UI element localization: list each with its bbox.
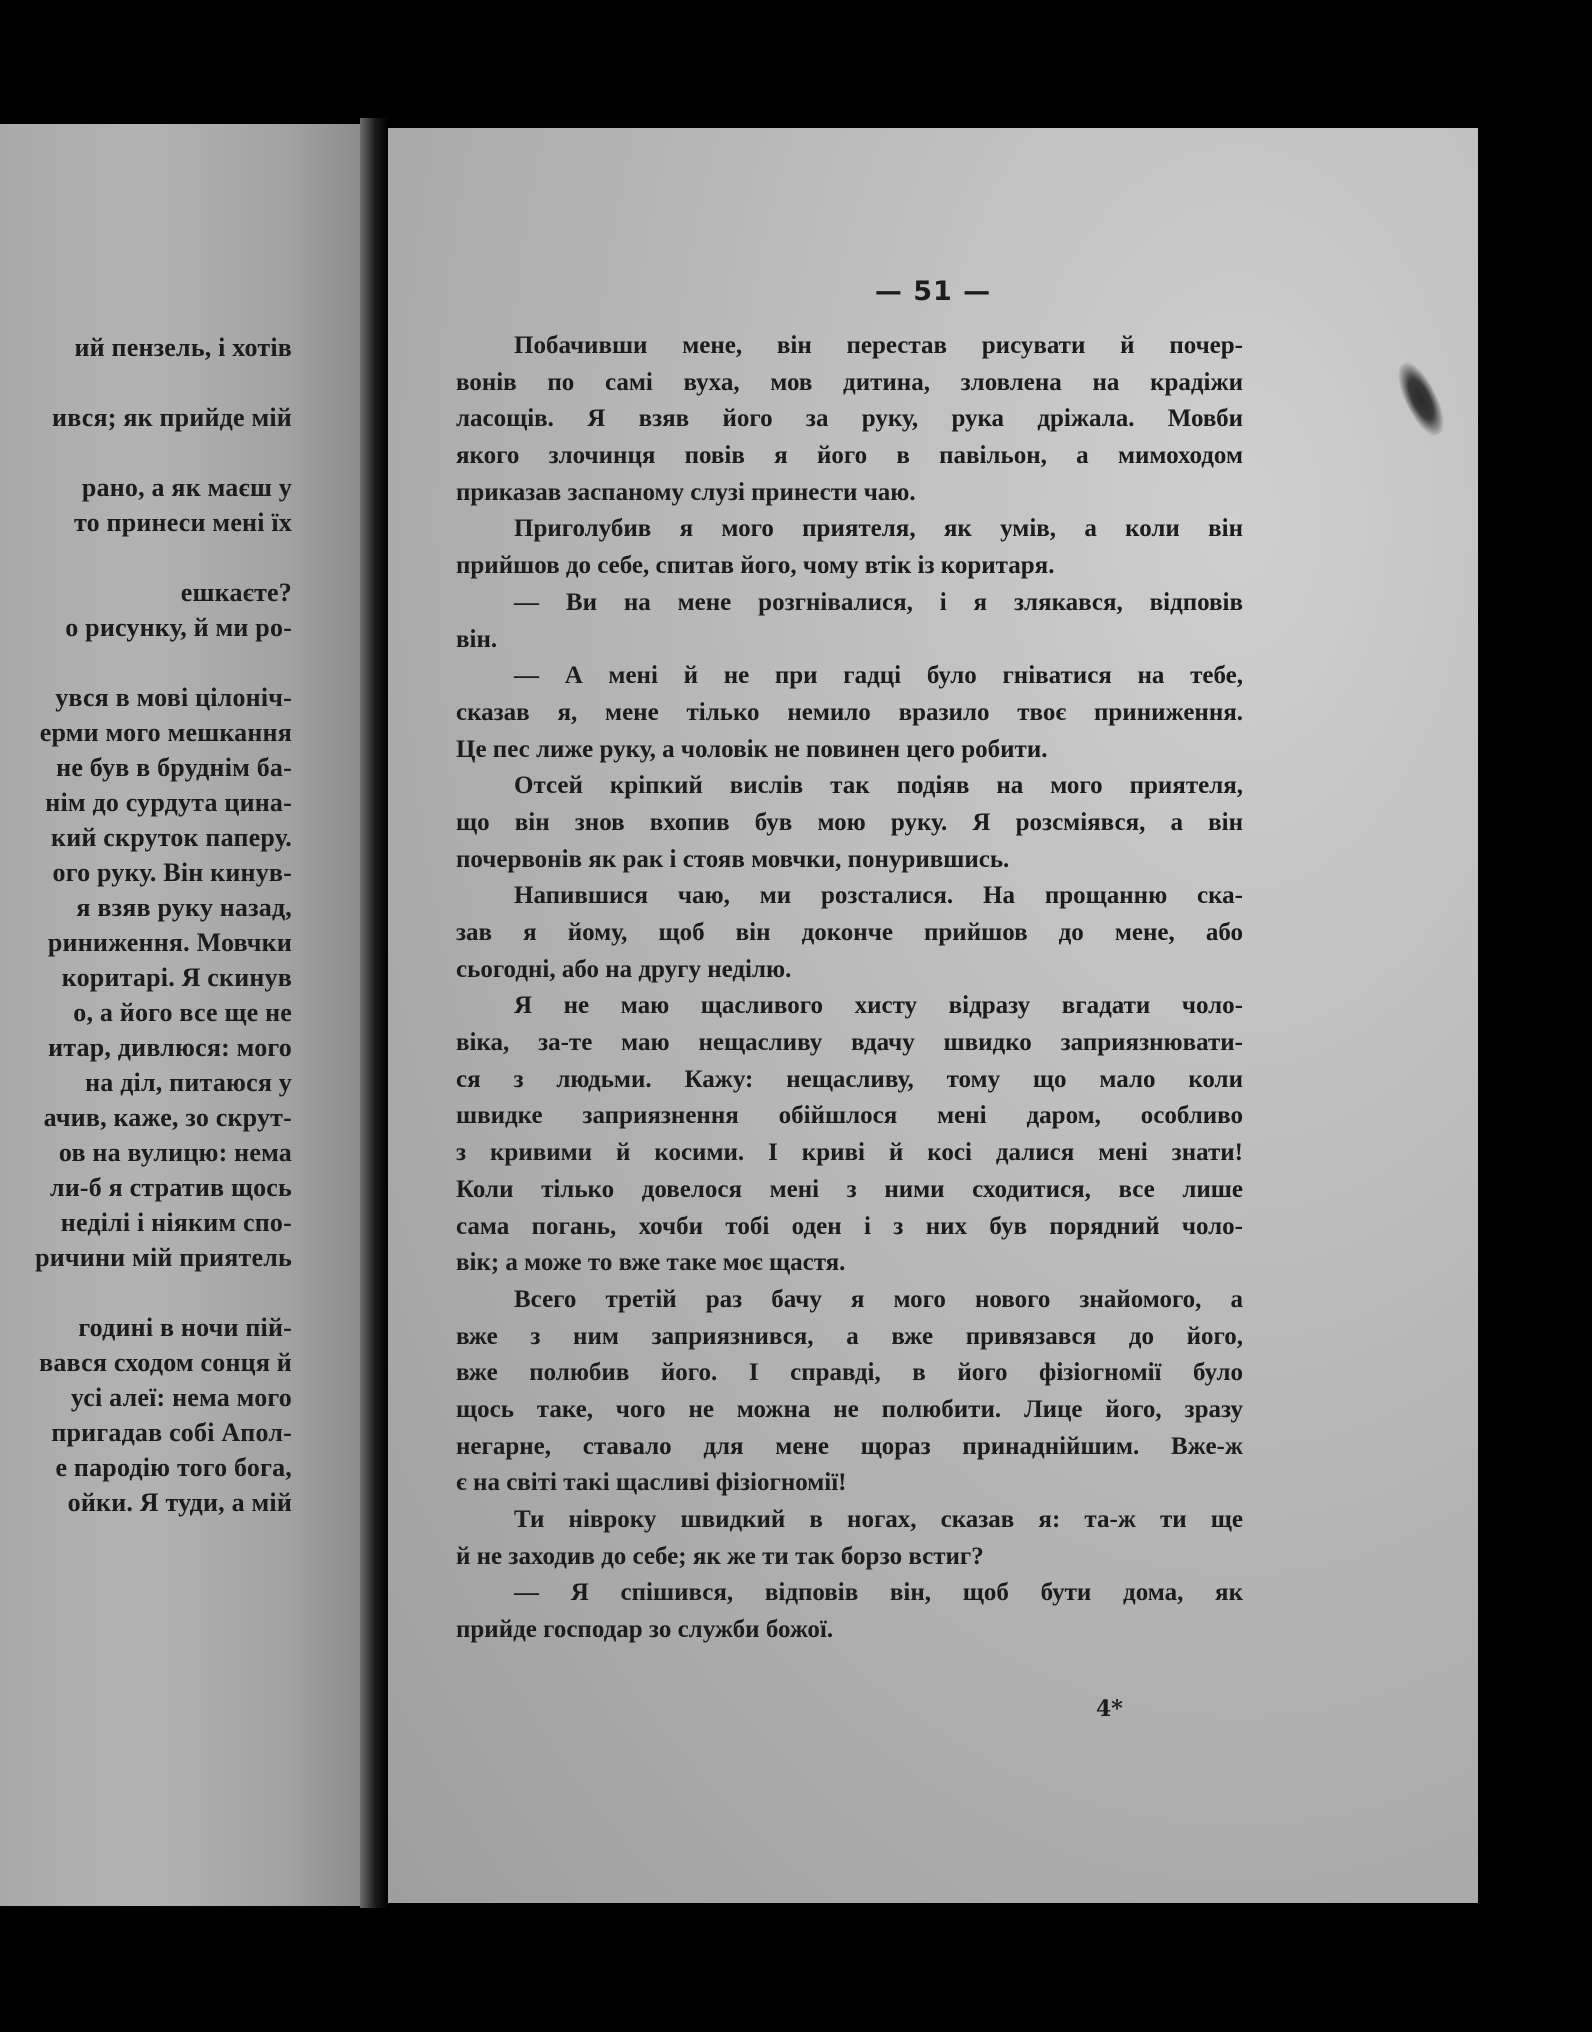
text-line: швидке заприязнення обійшлося мені даром, особливо <box>456 1102 1243 1130</box>
left-page-line: пригадав собі Апол- <box>51 1418 292 1447</box>
left-page-line: ешкаєте? <box>180 578 292 607</box>
text-line: Приголубив я мого приятеля, як умів, а коли він <box>514 515 1243 543</box>
text-line: вже з ним заприязнився, а вже привязався до його, <box>456 1322 1243 1350</box>
left-page-line: ерми мого мешкання <box>39 718 292 747</box>
text-line: почервонів як рак і стояв мовчки, понурившись. <box>456 845 1010 873</box>
text-line: Коли тілько довелося мені з ними сходитися, все лише <box>456 1175 1243 1203</box>
left-page-line: ричини мій приятель <box>35 1243 292 1272</box>
left-page-line: ачив, каже, зо скрут- <box>43 1103 292 1132</box>
text-line: ся з людьми. Кажу: нещасливу, тому що мало коли <box>456 1065 1243 1093</box>
text-line: Я не маю щасливого хисту відразу вгадати чоло- <box>514 992 1243 1020</box>
page-number: — 51 — <box>874 276 992 307</box>
text-line: — Я спішився, відповів він, щоб бути дома, як <box>514 1579 1243 1607</box>
text-line: з кривими й косими. І криві й косі далися мені знати! <box>456 1139 1243 1167</box>
left-page-line: ий пензель, і хотів <box>74 333 292 362</box>
left-page-line: кий скруток паперу. <box>51 823 292 852</box>
text-line: сказав я, мене тілько немило вразило твоє приниження. <box>456 698 1243 726</box>
left-page-line: риниження. Мовчки <box>47 928 292 957</box>
left-page <box>0 124 360 1906</box>
text-line: — А мені й не при гадці було гніватися на тебе, <box>514 662 1243 690</box>
left-page-line <box>0 365 292 400</box>
left-page-line: вався сходом сонця й <box>39 1348 292 1377</box>
left-page-line: неділі і ніяким спо- <box>60 1208 292 1237</box>
text-line: вже полюбив його. І справді, в його фізіогномії було <box>456 1359 1243 1387</box>
left-page-line: коритарі. Я скинув <box>61 963 292 992</box>
text-line: Ти нівроку швидкий в ногах, сказав я: та-ж ти ще <box>514 1506 1243 1533</box>
left-page-line: о, а його все ще не <box>73 998 292 1027</box>
left-page-line: ойки. Я туди, а мій <box>67 1488 292 1517</box>
left-page-line: е пародію того бога, <box>55 1453 292 1482</box>
text-line: якого злочинця повів я його в павільон, а мимоходом <box>456 442 1243 470</box>
left-page-line: рано, а як маєш у <box>81 473 292 502</box>
left-page-line: нім до сурдута цина- <box>45 788 292 817</box>
left-page-line: увся в мові цілоніч- <box>55 683 292 712</box>
text-line: Отсей кріпкий вислів так подіяв на мого приятеля, <box>514 772 1243 800</box>
left-page-line: ився; як прийде мій <box>52 403 292 432</box>
text-line: Напившися чаю, ми розсталися. На прощанню ска- <box>514 882 1243 910</box>
right-page <box>388 128 1478 1903</box>
left-page-line: я взяв руку назад, <box>76 893 292 922</box>
left-page-line: то принеси мені їх <box>74 508 292 537</box>
left-page-line: ов на вулицю: нема <box>58 1138 292 1167</box>
text-line: щось таке, чого не можна не полюбити. Лице його, зразу <box>456 1395 1243 1423</box>
left-page-line <box>0 540 292 575</box>
text-line: приказав заспаному слузі принести чаю. <box>456 478 916 506</box>
text-line: Це пес лиже руку, а чоловік не повинен цего робити. <box>456 735 1048 763</box>
binding-smudge <box>1390 357 1451 440</box>
text-line: — Ви на мене розгнівалися, і я злякався, відповів <box>514 588 1243 616</box>
signature-mark: 4* <box>1096 1696 1123 1722</box>
text-line: прийде господар зо служби божої. <box>456 1616 834 1644</box>
book-gutter <box>360 118 388 1908</box>
text-line: ласощів. Я взяв його за руку, рука дріжала. Мовби <box>456 405 1243 433</box>
text-line: є на світі такі щасливі фізіогномії! <box>456 1469 847 1497</box>
text-line: що він знов вхопив був мою руку. Я розсміявся, а він <box>456 808 1243 836</box>
text-line: вік; а може то вже таке моє щастя. <box>456 1249 846 1277</box>
left-page-line: на діл, питаюся у <box>85 1068 292 1097</box>
text-line: сама погань, хочби тобі оден і з них був порядний чоло- <box>456 1212 1243 1240</box>
left-page-line: усі алеї: нема мого <box>70 1383 292 1412</box>
text-line: вонів по самі вуха, мов дитина, зловлена на крадіжи <box>456 368 1243 396</box>
left-page-line <box>0 435 292 470</box>
left-page-text <box>0 330 292 1520</box>
text-line: він. <box>456 625 498 653</box>
text-line: Побачивши мене, він перестав рисувати й почер- <box>514 332 1243 359</box>
text-line: сьогодні, або на другу неділю. <box>456 955 792 983</box>
text-line: віка, за-те маю нещасливу вдачу швидко заприязнювати- <box>456 1029 1243 1057</box>
left-page-line: ого руку. Він кинув- <box>52 858 292 887</box>
left-page-line: ли-б я стратив щось <box>49 1173 292 1202</box>
text-line: й не заходив до себе; як же ти так борзо встиг? <box>456 1542 984 1570</box>
left-page-line <box>0 1275 292 1310</box>
right-page-text <box>456 328 1243 1649</box>
text-line: Всего третій раз бачу я мого нового знайомого, а <box>514 1285 1243 1313</box>
text-line: прийшов до себе, спитав його, чому втік із коритаря. <box>456 552 1055 580</box>
left-page-line: итар, дивлюся: мого <box>48 1033 292 1062</box>
left-page-line <box>0 645 292 680</box>
text-line: негарне, ставало для мене щораз принаднійшим. Вже-ж <box>456 1432 1243 1460</box>
text-line: зав я йому, щоб він доконче прийшов до мене, або <box>456 919 1243 946</box>
left-page-line: не був в бруднім ба- <box>56 753 292 782</box>
left-page-line: годині в ночи пій- <box>78 1313 292 1342</box>
left-page-line: о рисунку, й ми ро- <box>65 613 292 642</box>
